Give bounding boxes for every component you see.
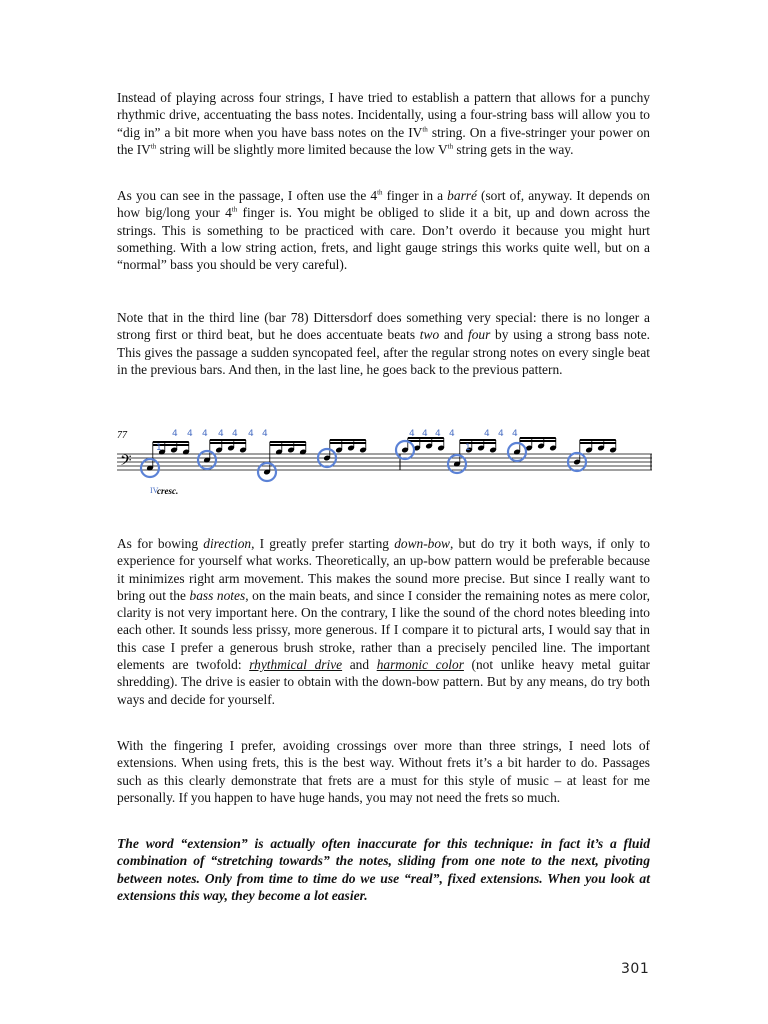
finger-number: 4 [218,429,224,439]
finger-number: 1 [156,443,162,453]
dynamic-marking: cresc. [157,486,179,496]
paragraph-3: Note that in the third line (bar 78) Dittersdorf does something very special: there is no longer a strong first or third beat, but he does accentuate beats two and four by using a strong bass note. This gives the passage a sudden syncopated feel, after the regular strong notes on every single beat in the previous bars. And then, in the last line, he goes back to the previous pattern. [117,310,650,377]
page-number: 301 [621,961,650,977]
paragraph-5: With the fingering I prefer, avoiding crossings over more than three strings, I need lots of extensions. When using frets, this is the best way. Without frets it’s a bit harder to do. Passages such as this clearly demonstrate that frets are a must for this style of music – at least for me personally. If you happen to have huge hands, you may not need the frets so much. [117,738,650,805]
finger-number: 4 [262,429,268,439]
finger-number: 4 [512,429,518,439]
finger-number: 4 [409,429,415,439]
finger-number: 4 [484,429,490,439]
paragraph-4: As for bowing direction, I greatly prefer starting down-bow, but do try it both ways, if only to experience for yourself what works. Theoretically, an up-bow pattern would be preferable because it minimizes right arm movement. This makes the sound more precise. But since I really want to bring out the bass notes, on the main beats, and since I consider the remaining notes as mere color, clarity is not very important here. On the contrary, I like the sound of the chord notes bleeding into each other. It sounds less prissy, more generous. If I compare it to pictural arts, I would say that in this case I prefer a generous brush stroke, rather than a precisely penciled line. The important elements are twofold: rhythmical drive and harmonic color (not unlike heavy metal guitar shredding). The drive is easier to obtain with the down-bow pattern. But by any means, do try both ways and decide for yourself. [117,536,651,707]
finger-number: 4 [435,429,441,439]
finger-number: 4 [449,429,455,439]
paragraph-2: As you can see in the passage, I often use the 4th finger in a barré (sort of, anyway. It depends on how big/long your 4th finger is. You might be obliged to slide it a bit, up and down across the strings. This is something to be practiced with care. Don’t overdo it because you might hurt something. With a low string action, frets, and light gauge strings this works quite well, but on a “normal” bass you should be very careful). [117,188,650,273]
string-marking: IV [150,486,159,495]
music-score-excerpt [112,422,656,498]
finger-number: 4 [248,429,254,439]
bass-clef-icon: 𝄢 [120,452,132,473]
finger-number: 1 [465,443,471,453]
finger-number: 4 [498,429,504,439]
finger-number: 4 [232,429,238,439]
finger-number: 4 [422,429,428,439]
finger-number: 4 [202,429,208,439]
finger-number: 4 [187,429,193,439]
bar-number: 77 [117,430,127,441]
paragraph-6-bold-italic: The word “extension” is actually often inaccurate for this technique: in fact it’s a fluid combination of “stretching towards” the notes, sliding from one note to the next, pivoting between notes. Only from time to time do we use “real”, fixed extensions. When you look at extensions this way, they become a lot easier. [117,836,650,903]
finger-number: 4 [172,429,178,439]
paragraph-1: Instead of playing across four strings, I have tried to establish a pattern that allows for a punchy rhythmic drive, accentuating the bass notes. Incidentally, using a four-string bass will allow you to “dig in” a bit more when you have bass notes on the IVth string. On a five-stringer your power on the IVth string will be slightly more limited because the low Vth string gets in the way. [117,90,650,157]
